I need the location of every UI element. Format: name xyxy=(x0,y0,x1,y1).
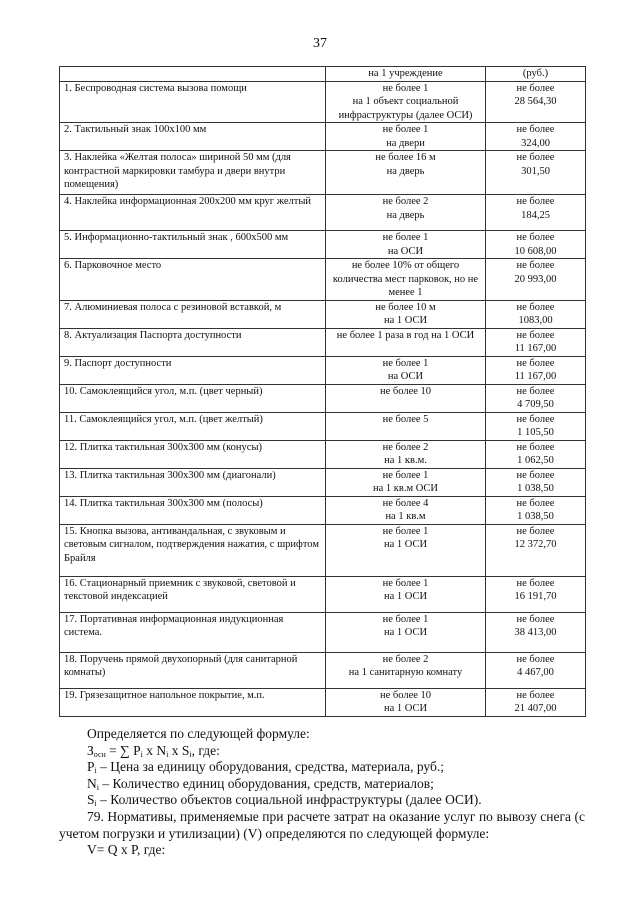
row-name: 4. Наклейка информационная 200х200 мм круг желтый xyxy=(60,195,326,231)
row-name: 16. Стационарный приемник с звуковой, световой и текстовой индексацией xyxy=(60,576,326,612)
row-quantity: не более 1 на 1 ОСИ xyxy=(326,524,486,576)
row-name: 12. Плитка тактильная 300х300 мм (конусы) xyxy=(60,440,326,468)
header-qty: на 1 учреждение xyxy=(326,67,486,82)
row-name: 2. Тактильный знак 100х100 мм xyxy=(60,123,326,151)
table-row xyxy=(60,195,586,231)
row-quantity: не более 2 на 1 кв.м. xyxy=(326,440,486,468)
row-quantity: не более 2 на дверь xyxy=(326,195,486,231)
row-quantity: не более 1 раза в год на 1 ОСИ xyxy=(326,328,486,356)
definition-p: $P_i$ – Цена за единицу оборудования, средства, материала, руб.; xyxy=(87,759,444,776)
row-quantity: не более 1 на 1 кв.м ОСИ xyxy=(326,468,486,496)
row-price: не более 16 191,70 xyxy=(486,576,586,612)
table-row xyxy=(60,123,586,151)
row-name: 9. Паспорт доступности xyxy=(60,356,326,384)
row-price: не более 1 105,50 xyxy=(486,412,586,440)
row-price: не более 11 167,00 xyxy=(486,328,586,356)
row-quantity: не более 1 на 1 объект социальной инфраструктуры (далее ОСИ) xyxy=(326,81,486,123)
row-price: не более 1083,00 xyxy=(486,300,586,328)
row-quantity: не более 10 м на 1 ОСИ xyxy=(326,300,486,328)
table-row xyxy=(60,259,586,301)
row-price: не более 10 608,00 xyxy=(486,231,586,259)
row-name: 19. Грязезащитное напольное покрытие, м.п. xyxy=(60,688,326,716)
row-price: не более 4 467,00 xyxy=(486,652,586,688)
row-quantity: не более 2 на 1 санитарную комнату xyxy=(326,652,486,688)
row-quantity: не более 16 м на дверь xyxy=(326,151,486,195)
row-name: 10. Самоклеящийся угол, м.п. (цвет черный) xyxy=(60,384,326,412)
formula-intro: Определяется по следующей формуле: xyxy=(87,726,310,741)
row-price: не более 4 709,50 xyxy=(486,384,586,412)
formula-z: $З_{осн}$ = ∑ $P_i$ x $N_i$ x $S_i$, где: xyxy=(87,742,220,759)
table-row xyxy=(60,300,586,328)
table-row xyxy=(60,688,586,716)
table-row xyxy=(60,81,586,123)
row-price: не более 12 372,70 xyxy=(486,524,586,576)
row-name: 15. Кнопка вызова, антивандальная, с звуковым и световым сигналом, подтверждения нажатия, с шрифтом Брайля xyxy=(60,524,326,576)
row-name: 7. Алюминиевая полоса с резиновой вставкой, м xyxy=(60,300,326,328)
table-row xyxy=(60,468,586,496)
table-row xyxy=(60,151,586,195)
row-price: не более 1 038,50 xyxy=(486,496,586,524)
row-name: 11. Самоклеящийся угол, м.п. (цвет желтый) xyxy=(60,412,326,440)
row-name: 6. Парковочное место xyxy=(60,259,326,301)
table-row xyxy=(60,524,586,576)
row-price: не более 184,25 xyxy=(486,195,586,231)
table-row xyxy=(60,496,586,524)
table-row xyxy=(60,356,586,384)
paragraph-79: 79. Нормативы, применяемые при расчете затрат на оказание услуг по вывозу снега (с учетом погрузки и утилизации) (V) определяются по следующей формуле: xyxy=(59,808,585,841)
row-price: не более 38 413,00 xyxy=(486,612,586,652)
header-name-cell xyxy=(60,67,326,82)
row-quantity: не более 1 на ОСИ xyxy=(326,356,486,384)
row-quantity: не более 1 на 1 ОСИ xyxy=(326,612,486,652)
row-quantity: не более 4 на 1 кв.м xyxy=(326,496,486,524)
row-quantity: не более 1 на 1 ОСИ xyxy=(326,576,486,612)
row-quantity: не более 10% от общего количества мест парковок, но не менее 1 xyxy=(326,259,486,301)
row-quantity: не более 1 на ОСИ xyxy=(326,231,486,259)
row-name: 17. Портативная информационная индукционная система. xyxy=(60,612,326,652)
row-quantity: не более 10 на 1 ОСИ xyxy=(326,688,486,716)
row-name: 14. Плитка тактильная 300х300 мм (полосы) xyxy=(60,496,326,524)
table-row xyxy=(60,412,586,440)
row-price: не более 21 407,00 xyxy=(486,688,586,716)
row-quantity: не более 5 xyxy=(326,412,486,440)
row-name: 3. Наклейка «Желтая полоса» шириной 50 мм (для контрастной маркировки тамбура и двери внутри помещения) xyxy=(60,151,326,195)
row-name: 13. Плитка тактильная 300х300 мм (диагонали) xyxy=(60,468,326,496)
table-row xyxy=(60,612,586,652)
row-price: не более 1 062,50 xyxy=(486,440,586,468)
row-price: не более 28 564,30 xyxy=(486,81,586,123)
formula-v: V= Q х P, где: xyxy=(87,842,166,858)
body-text xyxy=(59,726,585,859)
row-price: не более 1 038,50 xyxy=(486,468,586,496)
header-price: (руб.) xyxy=(486,67,586,82)
table-row xyxy=(60,576,586,612)
table-row xyxy=(60,440,586,468)
table-row xyxy=(60,652,586,688)
table-header-row xyxy=(60,67,586,82)
row-price: не более 301,50 xyxy=(486,151,586,195)
page-number: 37 xyxy=(313,36,327,51)
row-name: 8. Актуализация Паспорта доступности xyxy=(60,328,326,356)
row-name: 18. Поручень прямой двухопорный (для санитарной комнаты) xyxy=(60,652,326,688)
row-quantity: не более 10 xyxy=(326,384,486,412)
table-row xyxy=(60,231,586,259)
definition-n: $N_i$ – Количество единиц оборудования, средств, материалов; xyxy=(87,775,434,792)
row-name: 5. Информационно-тактильный знак , 600х500 мм xyxy=(60,231,326,259)
norms-table xyxy=(59,66,586,717)
table-row xyxy=(60,384,586,412)
row-price: не более 11 167,00 xyxy=(486,356,586,384)
row-price: не более 324,00 xyxy=(486,123,586,151)
row-name: 1. Беспроводная система вызова помощи xyxy=(60,81,326,123)
table-row xyxy=(60,328,586,356)
row-price: не более 20 993,00 xyxy=(486,259,586,301)
definition-s: $S_i$ – Количество объектов социальной инфраструктуры (далее ОСИ). xyxy=(87,792,482,809)
row-quantity: не более 1 на двери xyxy=(326,123,486,151)
